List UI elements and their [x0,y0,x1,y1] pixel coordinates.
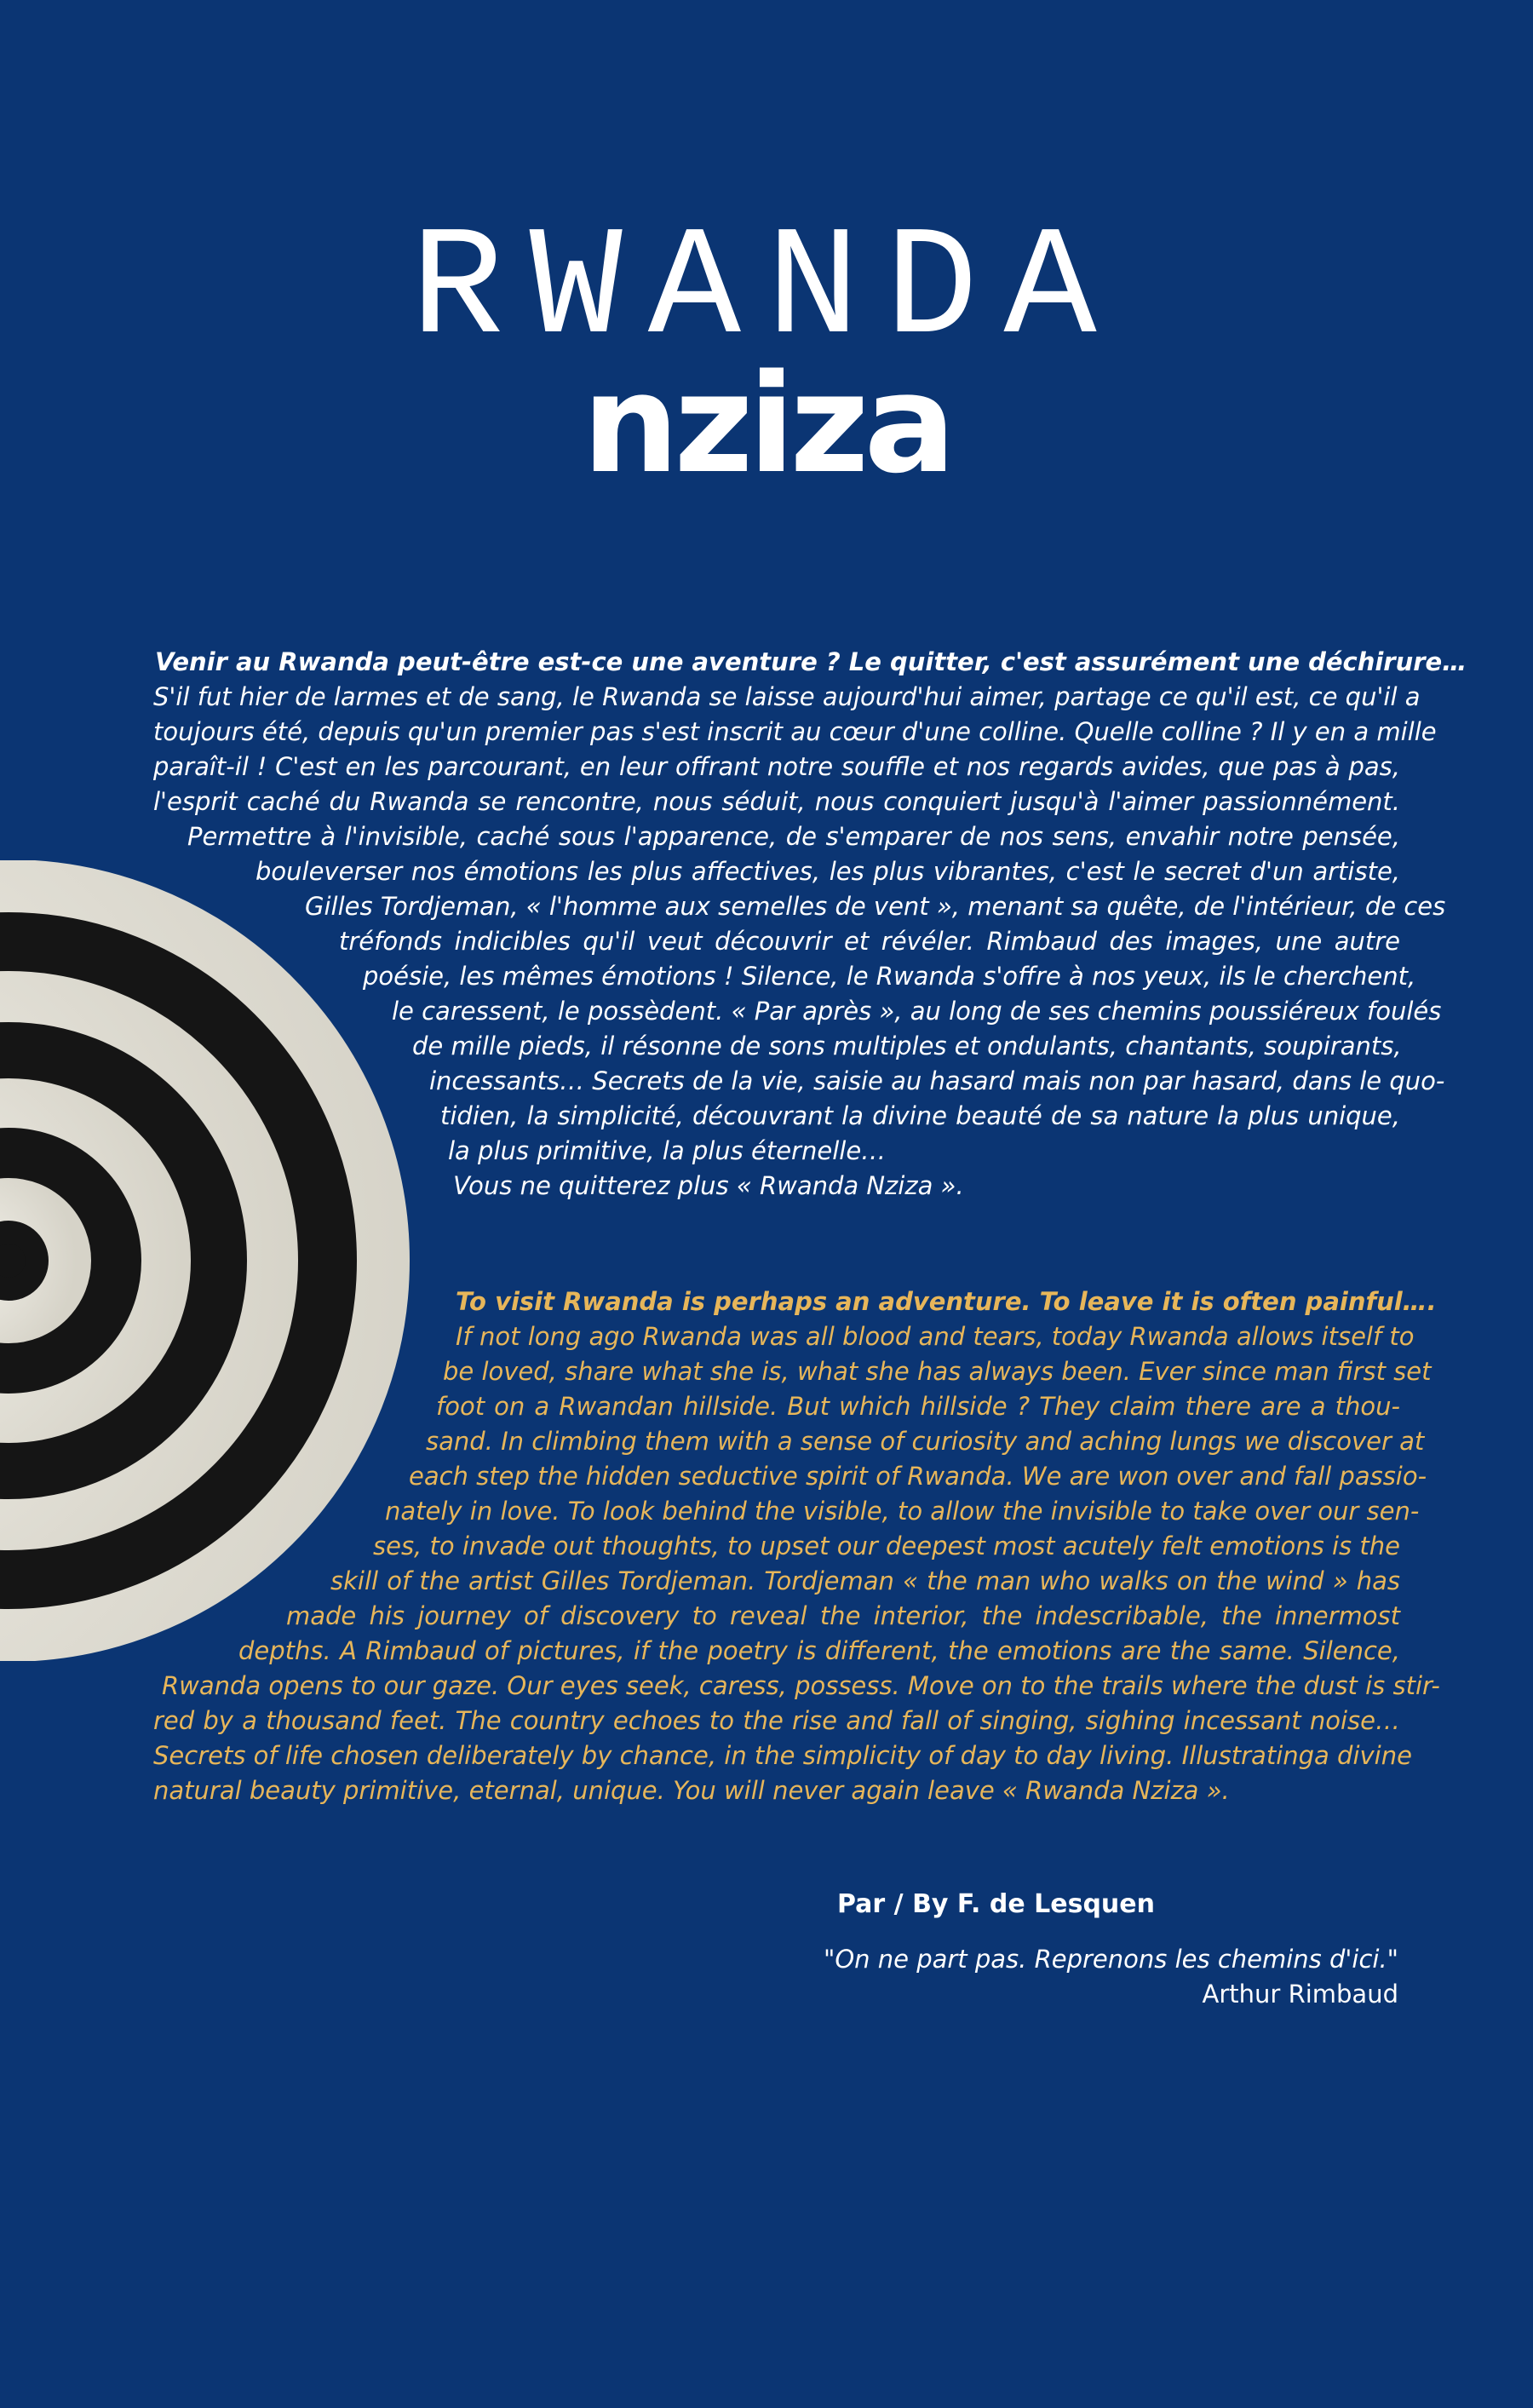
byline: Par / By F. de Lesquen [837,1889,1155,1919]
english-line: foot on a Rwandan hillside. But which hillside ? They claim there are a thou- [436,1392,1400,1421]
french-line: Gilles Tordjeman, « l'homme aux semelles de vent », menant sa quête, de l'intérieur, de ces [305,892,1446,921]
title-rwanda: RWANDA [411,202,1122,378]
french-line: bouleverser nos émotions les plus affectives, les plus vibrantes, c'est le secret d'un artiste, [256,857,1400,886]
french-line: le caressent, le possèdent. « Par après », au long de ses chemins poussiéreux foulés [392,997,1442,1026]
english-line: depths. A Rimbaud of pictures, if the poetry is different, the emotions are the same. Silence, [238,1636,1400,1665]
french-line: paraît-il ! C'est en les parcourant, en leur offrant notre souffle et nos regards avides, que pas à pas, [153,752,1400,781]
french-line: Permettre à l'invisible, caché sous l'apparence, de s'emparer de nos sens, envahir notre pensée, [187,822,1400,851]
english-closing-line: natural beauty primitive, eternal, unique. You will never again leave « Rwanda Nziza ». [153,1776,1230,1805]
english-line: Rwanda opens to our gaze. Our eyes seek, caress, possess. Move on to the trails where the dust is stir- [162,1671,1440,1700]
french-line: poésie, les mêmes émotions ! Silence, le Rwanda s'offre à nos yeux, ils le cherchent, [363,962,1416,991]
english-line: ses, to invade out thoughts, to upset our deepest most acutely felt emotions is the [373,1532,1400,1560]
french-line: de mille pieds, il résonne de sons multiples et ondulants, chantants, soupirants, [412,1032,1402,1060]
french-closing-line: Vous ne quitterez plus « Rwanda Nziza ». [453,1171,964,1200]
french-line: S'il fut hier de larmes et de sang, le Rwanda se laisse aujourd'hui aimer, partage ce qu'il est, ce qu'il a [153,682,1421,711]
english-line: be loved, share what she is, what she has always been. Ever since man first set [443,1357,1432,1386]
epigraph-author: Arthur Rimbaud [1202,1980,1398,2009]
title-nziza: nziza [582,344,951,503]
french-lead-line: Venir au Rwanda peut-être est-ce une aventure ? Le quitter, c'est assurément une déchirure… [155,647,1467,676]
french-line: tidien, la simplicité, découvrant la divine beauté de sa nature la plus unique, [440,1101,1400,1130]
english-line: made his journey of discovery to reveal the interior, the indescribable, the innermost [286,1601,1400,1630]
english-line: each step the hidden seductive spirit of Rwanda. We are won over and fall passio- [409,1462,1427,1491]
epigraph [824,1942,1398,2012]
french-line: toujours été, depuis qu'un premier pas s'est inscrit au cœur d'une colline. Quelle colline ? Il y en a mille [153,717,1437,746]
french-line: la plus primitive, la plus éternelle… [448,1136,887,1165]
english-line: skill of the artist Gilles Tordjeman. Tordjeman « the man who walks on the wind » has [330,1566,1400,1595]
english-lead-line: To visit Rwanda is perhaps an adventure. To leave it is often painful…. [456,1287,1437,1316]
english-line: Secrets of life chosen deliberately by chance, in the simplicity of day to day living. Illustratinga divine [153,1741,1412,1770]
french-line: l'esprit caché du Rwanda se rencontre, nous séduit, nous conquiert jusqu'à l'aimer passionnément. [153,787,1400,816]
epigraph-quote: "On ne part pas. Reprenons les chemins d'ici." [823,1945,1398,1974]
english-line: sand. In climbing them with a sense of curiosity and aching lungs we discover at [426,1427,1425,1456]
english-line: If not long ago Rwanda was all blood and tears, today Rwanda allows itself to [456,1322,1415,1351]
french-line: tréfonds indicibles qu'il veut découvrir et révéler. Rimbaud des images, une autre [339,927,1400,956]
french-line: incessants… Secrets de la vie, saisie au hasard mais non par hasard, dans le quo- [429,1066,1445,1095]
english-line: nately in love. To look behind the visible, to allow the invisible to take over our sen- [385,1497,1420,1526]
english-line: red by a thousand feet. The country echoes to the rise and fall of singing, sighing incessant noise… [153,1706,1400,1735]
